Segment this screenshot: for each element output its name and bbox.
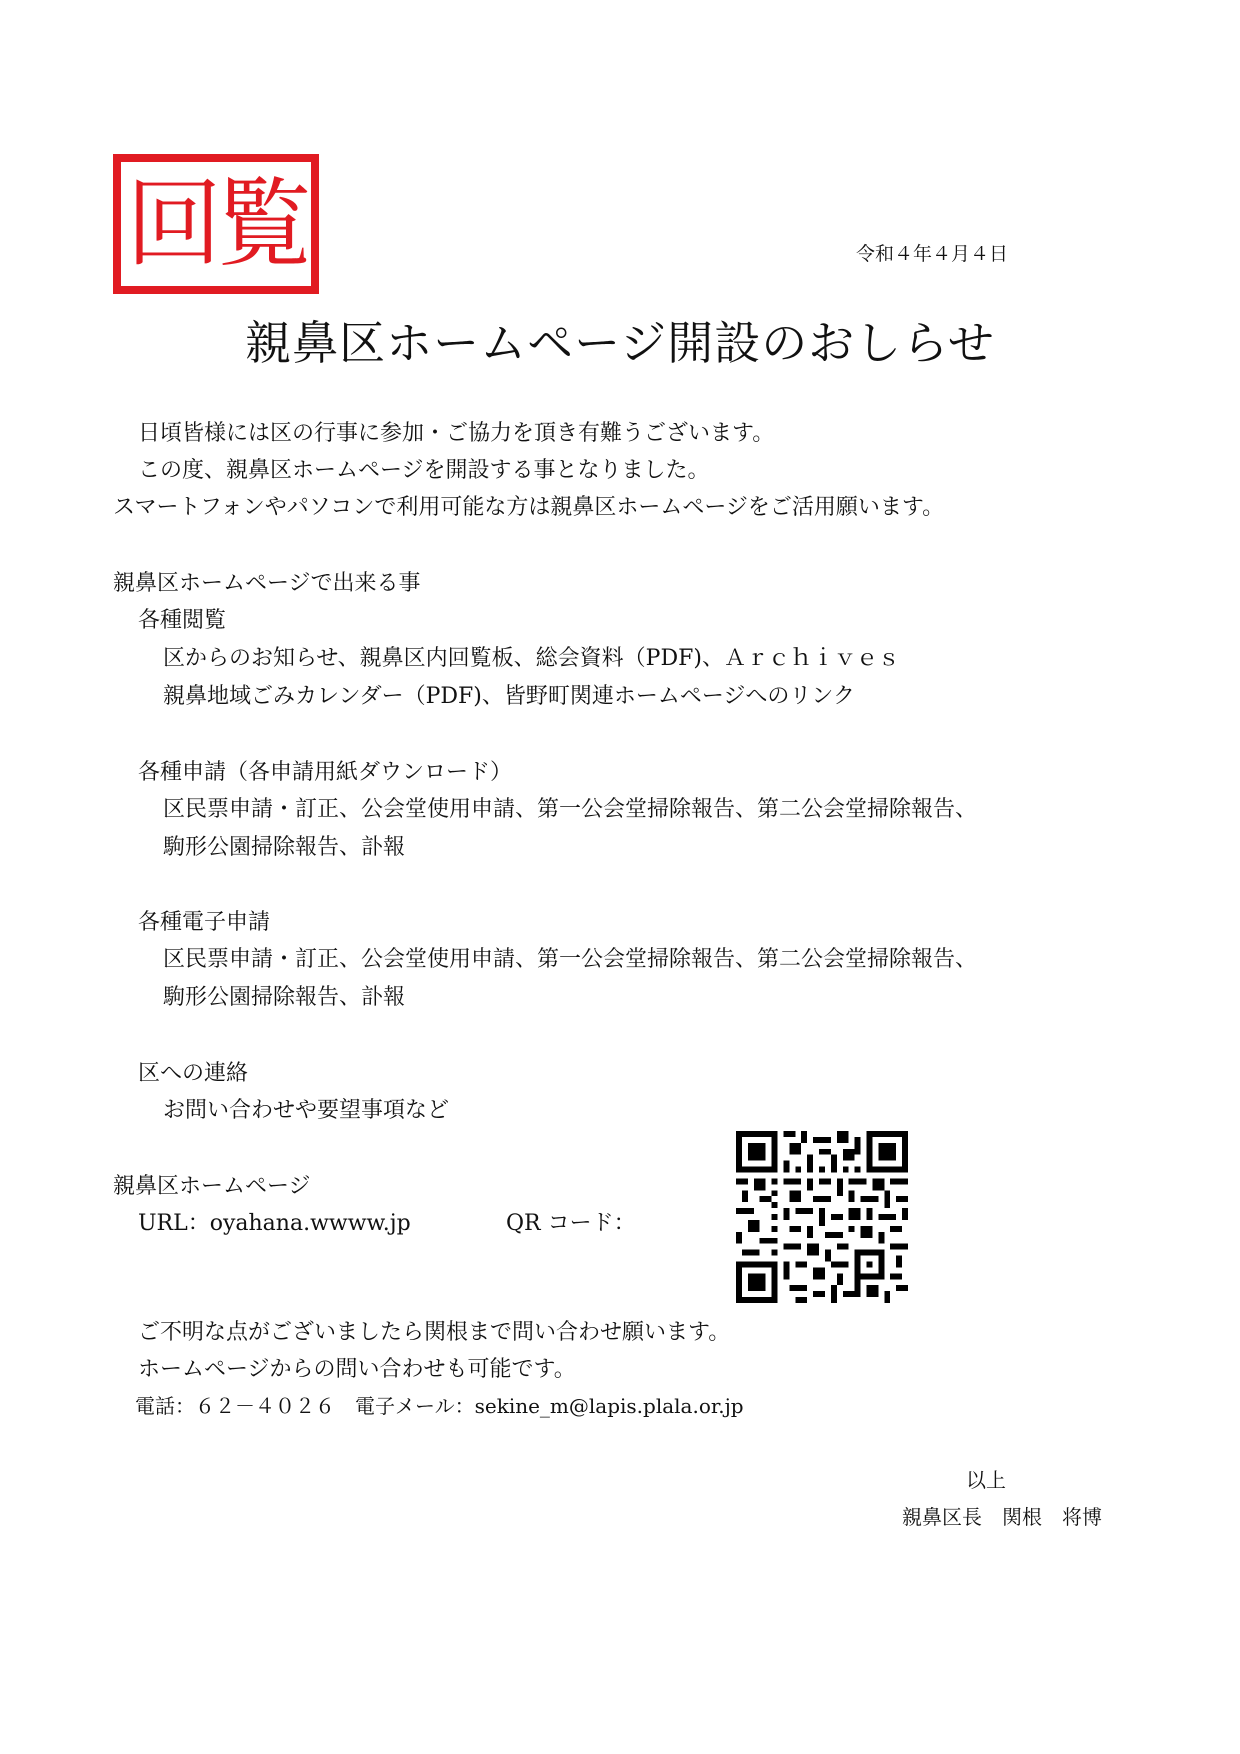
document-title: 親鼻区ホームページ開設のおしらせ — [245, 316, 995, 370]
document-date: 令和４年４月４日 — [856, 243, 1009, 265]
browse-label: 各種閲覧 — [138, 608, 227, 633]
features-heading: 親鼻区ホームページで出来る事 — [113, 571, 421, 596]
eapply-line-1: 区民票申請・訂正、公会堂使用申請、第一公会堂掃除報告、第二公会堂掃除報告、 — [163, 947, 978, 972]
apply-label: 各種申請（各申請用紙ダウンロード） — [138, 760, 513, 785]
apply-line-1: 区民票申請・訂正、公会堂使用申請、第一公会堂掃除報告、第二公会堂掃除報告、 — [163, 797, 978, 822]
circulation-stamp: 回覧 — [113, 154, 319, 294]
phone-email: 電話：６２－４０２６ 電子メール：sekine_m@lapis.plala.or.jp — [135, 1394, 744, 1418]
intro-line-1: 日頃皆様には区の行事に参加・ご協力を頂き有難うございます。 — [138, 421, 775, 446]
inquiry-line-2: ホームページからの問い合わせも可能です。 — [138, 1357, 576, 1382]
homepage-label: 親鼻区ホームページ — [113, 1174, 311, 1199]
closing-text: 以上 — [966, 1468, 1006, 1492]
inquiry-line-1: ご不明な点がございましたら関根まで問い合わせ願います。 — [138, 1320, 731, 1345]
qr-code-icon — [736, 1131, 908, 1303]
eapply-line-2: 駒形公園掃除報告、訃報 — [163, 985, 406, 1010]
browse-line-2: 親鼻地域ごみカレンダー（PDF)、皆野町関連ホームページへのリンク — [163, 684, 855, 709]
contact-line-1: お問い合わせや要望事項など — [163, 1098, 450, 1123]
contact-label: 区への連絡 — [138, 1061, 249, 1086]
qr-label: QR コード： — [506, 1211, 636, 1236]
signature: 親鼻区長 関根 将博 — [902, 1505, 1102, 1529]
eapply-label: 各種電子申請 — [138, 910, 271, 935]
apply-line-2: 駒形公園掃除報告、訃報 — [163, 835, 406, 860]
homepage-url: URL：oyahana.wwww.jp — [138, 1211, 411, 1236]
intro-line-2: この度、親鼻区ホームページを開設する事となりました。 — [138, 458, 710, 483]
browse-line-1: 区からのお知らせ、親鼻区内回覧板、総会資料（PDF)、Ａｒｃｈｉｖｅｓ — [163, 646, 900, 671]
intro-line-3: スマートフォンやパソコンで利用可能な方は親鼻区ホームページをご活用願います。 — [113, 495, 945, 520]
